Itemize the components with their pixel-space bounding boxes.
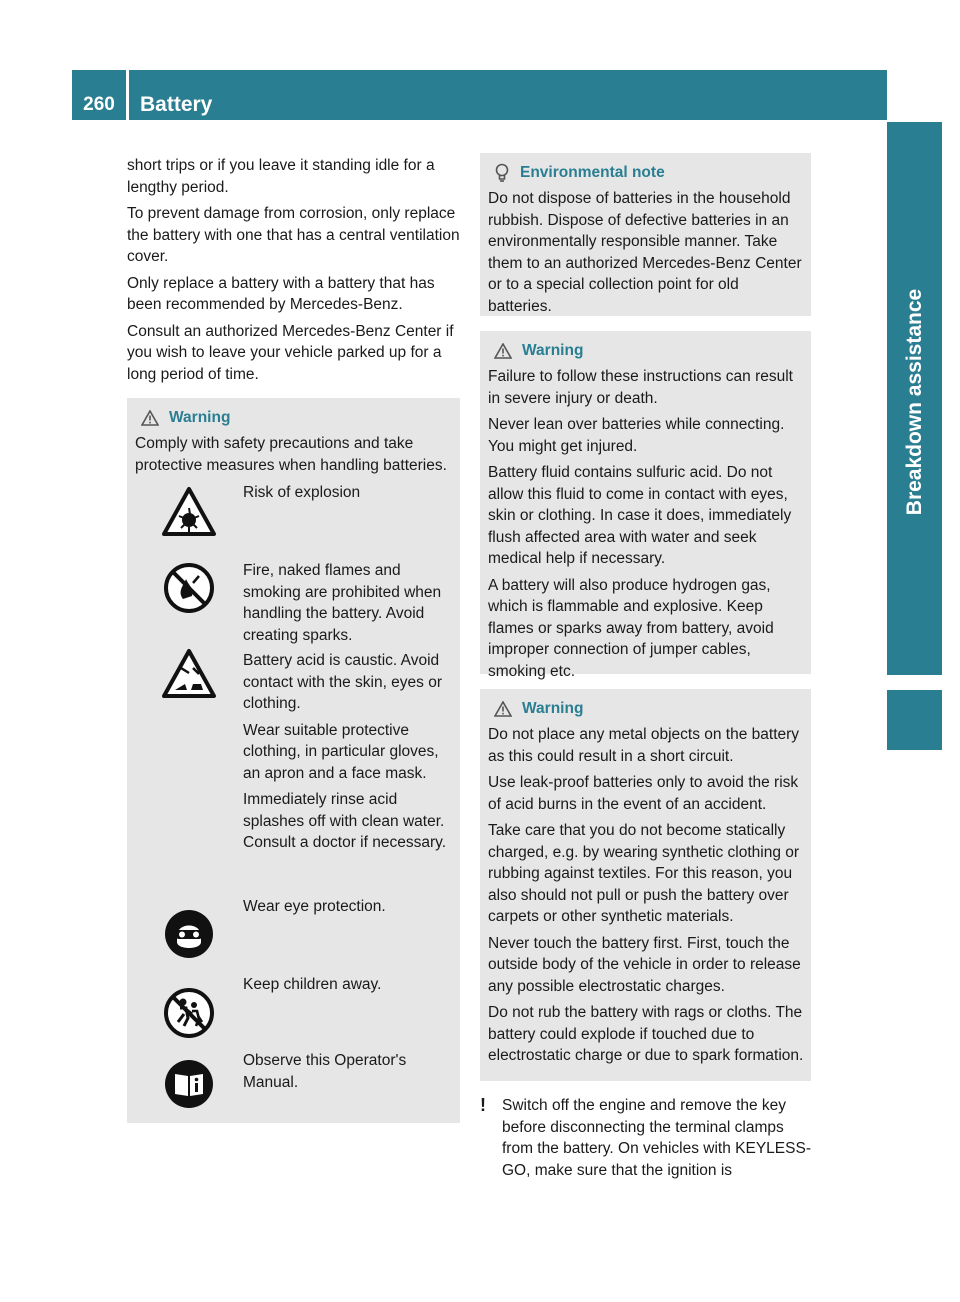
page-number: 260	[83, 94, 115, 115]
corrosive-warning-icon	[161, 648, 217, 700]
eye-protection-icon	[163, 908, 215, 960]
warning-triangle-icon	[141, 410, 159, 426]
lightbulb-icon	[494, 163, 510, 183]
symbol-row	[135, 974, 453, 1050]
symbol-description: Battery acid is caustic. Avoid contact with the skin, eyes or clothing.	[243, 652, 443, 712]
symbol-cell	[135, 482, 243, 560]
symbol-cell	[135, 1050, 243, 1110]
symbol-description: Risk of explosion	[243, 484, 361, 501]
paragraph: Do not place any metal objects on the battery as this could result in a short circuit.	[488, 726, 800, 765]
environmental-note-title: Environmental note	[520, 164, 665, 181]
symbol-description: Keep children away.	[243, 976, 382, 993]
symbol-text	[243, 1050, 453, 1110]
symbol-description: Immediately rinse acid splashes off with clean water. Consult a doctor if necessary.	[243, 791, 447, 851]
paragraph: A battery will also produce hydrogen gas, which is flammable and explosive. Keep flames or sparks away from battery, avoid improper connection of jumper cables, smoking etc.	[488, 576, 774, 680]
important-note	[480, 1095, 811, 1181]
explosion-warning-icon	[161, 486, 217, 538]
paragraph: Use leak-proof batteries only to avoid the risk of acid burns in the event of an accident.	[488, 774, 799, 813]
paragraph: To prevent damage from corrosion, only replace the battery with one that has a central ventilation cover.	[127, 205, 460, 265]
warning-box	[480, 689, 811, 1081]
paragraph: Never touch the battery first. First, touch the outside body of the vehicle in order to release any possible electrostatic charges.	[488, 934, 801, 995]
symbol-row	[135, 650, 453, 896]
exclamation-icon: !	[480, 1095, 486, 1115]
header-divider	[126, 70, 129, 120]
symbol-description: Observe this Operator's Manual.	[243, 1052, 407, 1091]
warning-title: Warning	[522, 342, 584, 359]
symbol-cell	[135, 560, 243, 650]
symbol-text	[243, 650, 453, 896]
paragraph: Only replace a battery with a battery that has been recommended by Mercedes-Benz.	[127, 274, 435, 313]
section-tab-gap	[887, 675, 942, 690]
warning-triangle-icon	[494, 701, 512, 717]
symbol-description: Wear eye protection.	[243, 898, 386, 915]
operators-manual-icon	[163, 1058, 215, 1110]
symbol-row	[135, 482, 453, 560]
page-title: Battery	[140, 93, 213, 116]
environmental-note-heading	[488, 161, 804, 185]
symbol-row	[135, 1050, 453, 1110]
warning-heading	[488, 339, 804, 363]
symbol-description: Wear suitable protective clothing, in particular gloves, an apron and a face mask.	[243, 721, 439, 782]
symbol-cell	[135, 974, 243, 1050]
symbol-row	[135, 896, 453, 974]
warning-box	[480, 331, 811, 680]
environmental-note-text: Do not dispose of batteries in the household rubbish. Dispose of defective batteries in an environmentally responsible manner. Take them to an authorized Mercedes-Benz Center or to a special collection point for old batteries.	[488, 190, 802, 315]
symbol-text	[243, 482, 453, 560]
symbol-text	[243, 560, 453, 650]
symbol-text	[243, 896, 453, 974]
paragraph: Failure to follow these instructions can result in severe injury or death.	[488, 368, 793, 407]
warning-intro: Comply with safety precautions and take protective measures when handling batteries.	[135, 435, 447, 474]
symbol-row	[135, 560, 453, 650]
paragraph: Consult an authorized Mercedes-Benz Center if you wish to leave your vehicle parked up for a long period of time.	[127, 322, 454, 383]
symbol-cell	[135, 896, 243, 974]
warning-title: Warning	[522, 700, 584, 717]
important-note-text: Switch off the engine and remove the key before disconnecting the terminal clamps from the battery. On vehicles with KEYLESS-GO, make sure that the ignition is	[502, 1097, 811, 1179]
right-column	[480, 153, 811, 1181]
paragraph: Take care that you do not become statically charged, e.g. by wearing synthetic clothing or rubbing against textiles. For this reason, you also should not pull or push the battery over carpets or other synthetic materials.	[488, 822, 800, 925]
safety-warning-box	[127, 398, 460, 1123]
paragraph: Battery fluid contains sulfuric acid. Do not allow this fluid to come in contact with eyes, skin or clothing. In case it does, immediately flush affected area with water and seek medical help if necessary.	[488, 464, 792, 567]
symbol-description: Fire, naked flames and smoking are prohibited when handling the battery. Avoid creating sparks.	[243, 562, 442, 644]
warning-heading	[488, 697, 804, 721]
warning-title: Warning	[169, 409, 231, 426]
warning-triangle-icon	[494, 343, 512, 359]
symbol-text	[243, 974, 453, 1050]
section-tab	[887, 122, 942, 750]
paragraph: Never lean over batteries while connecting. You might get injured.	[488, 416, 785, 455]
keep-children-away-icon	[162, 986, 216, 1040]
no-flames-icon	[162, 561, 216, 615]
paragraph: short trips or if you leave it standing idle for a lengthy period.	[127, 157, 435, 196]
warning-heading	[135, 406, 453, 430]
section-tab-label-wrap	[887, 122, 942, 682]
paragraph: Do not rub the battery with rags or cloths. The battery could explode if touched due to electrostatic charge or due to spark formation.	[488, 1004, 804, 1064]
environmental-note-box	[480, 153, 811, 316]
section-tab-label: Breakdown assistance	[902, 288, 926, 516]
left-column	[127, 155, 460, 1123]
symbol-cell	[135, 650, 243, 896]
